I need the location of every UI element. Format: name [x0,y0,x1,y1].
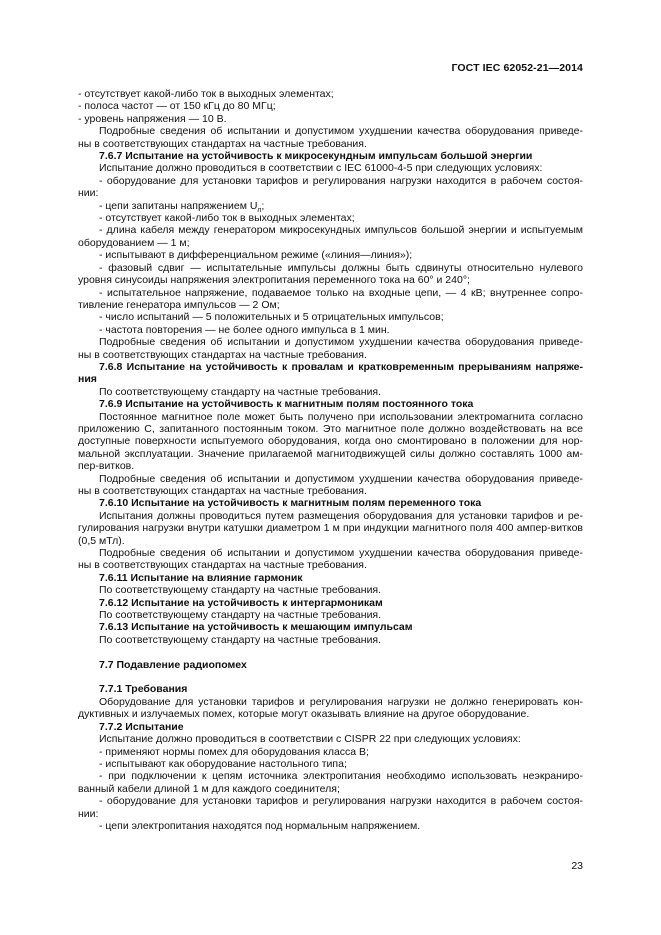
text-line [78,336,583,348]
text-line [78,187,583,199]
section-heading-line [78,721,583,733]
text-line [78,125,583,137]
line-text: Подробные сведения об испытании и допустимом ухудшении качества оборудования приведе- [99,336,583,349]
text-line [78,349,583,361]
text-line [78,634,583,646]
text-line [78,411,583,423]
section-heading-line [78,373,583,385]
line-text: - применяют нормы помех для оборудования класса В; [99,745,369,758]
page-number: 23 [571,860,583,872]
text-line [78,783,583,795]
text-line [78,100,583,112]
section-heading-line [78,659,583,671]
line-text: - отсутствует какой-либо ток в выходных элементах; [78,88,334,100]
line-text: Испытание должно проводиться в соответствии с CISPR 22 при следующих условиях: [99,733,521,746]
line-text: - испытывают как оборудование настольного типа; [99,757,347,770]
text-line [78,733,583,745]
text-line [78,175,583,187]
line-text: 7.6.10 Испытание на устойчивость к магнитным полям переменного тока [99,497,482,510]
line-text: - частота повторения — не более одного импульса в 1 мин. [99,323,390,336]
paragraph-spacer [78,671,583,683]
section-heading-line [78,597,583,609]
line-text: - оборудование для установки тарифов и регулирования нагрузки находится в рабочем состоя- [99,795,583,808]
text-line [78,485,583,497]
text-line [78,423,583,435]
line-text: 7.7.2 Испытание [99,720,184,733]
line-text: ны в соответствующих стандартах на частные требования. [78,137,367,150]
text-line [78,287,583,299]
text-line [78,820,583,832]
line-text: - цепи запитаны напряжением U [99,199,258,212]
line-text: - число испытаний — 5 положительных и 5 отрицательных импульсов; [99,311,444,324]
line-text: нии: [78,187,99,200]
line-text: гулирования нагрузки внутри катушки диаметром 1 м при индукции магнитного поля 400 ампер-витков [78,522,583,535]
text-line [78,262,583,274]
line-text: Постоянное магнитное поле может быть получено при использовании электромагнита согласно [99,410,583,423]
paragraph-spacer [78,646,583,658]
line-text: Испытание должно проводиться в соответствии с IEC 61000-4-5 при следующих условиях: [99,162,543,175]
line-text: (0,5 мТл). [78,534,125,547]
text-line [78,770,583,782]
text-line [78,274,583,286]
line-text: 7.6.12 Испытание на устойчивость к интергармоникам [99,596,383,609]
line-text: По соответствующему стандарту на частные требования. [99,385,382,398]
text-line [78,386,583,398]
line-text: По соответствующему стандарту на частные требования. [99,609,382,622]
line-text: оборудованием — 1 м; [78,236,190,249]
line-text: Подробные сведения об испытании и допустимом ухудшении качества оборудования приведе- [99,547,583,560]
line-text: - полоса частот — от 150 кГц до 80 МГц; [78,100,276,113]
line-text: 7.7 Подавление радиопомех [99,658,247,671]
text-line [78,510,583,522]
line-text: 7.6.7 Испытание на устойчивость к микросекундным импульсам большой энергии [99,150,533,163]
text-line [78,237,583,249]
text-line [78,224,583,236]
section-heading-line [78,398,583,410]
section-heading-line [78,621,583,633]
line-text: - при подключении к цепям источника электропитания необходимо использовать неэкраниро- [99,770,583,783]
section-heading-line [78,572,583,584]
line-text: ванный кабели длиной 1 м для каждого соединителя; [78,782,340,795]
text-line [78,448,583,460]
line-text: - испытательное напряжение, подаваемое только на входные цепи, — 4 кВ; внутреннее сопро- [99,286,583,299]
line-text-tail: ; [261,199,265,212]
line-text: нии: [78,807,99,820]
text-line [78,708,583,720]
line-text: - фазовый сдвиг — испытательные импульсы должны быть сдвинуты относительно нулевого [99,261,583,274]
text-line [78,522,583,534]
line-text: - оборудование для установки тарифов и регулирования нагрузки находится в рабочем состоя- [99,174,583,187]
text-line [78,299,583,311]
line-text: ны в соответствующих стандартах на частные требования. [78,348,367,361]
text-line [78,113,583,125]
text-line [78,311,583,323]
line-text: 7.6.8 Испытание на устойчивость к провалам и кратковременным прерываниям напряже- [99,360,583,373]
text-line [78,212,583,224]
line-text: По соответствующему стандарту на частные требования. [99,633,382,646]
text-line [78,609,583,621]
line-text: уровня синусоиды напряжения электропитания переменного тока на 60° и 240°; [78,274,470,287]
document-body [78,88,583,832]
line-text: дуктивных и излучаемых помех, которые могут оказывать влияние на другое оборудование. [78,708,530,721]
line-text: Подробные сведения об испытании и допустимом ухудшении качества оборудования приведе- [99,472,583,485]
line-text: 7.6.9 Испытание на устойчивость к магнитным полям постоянного тока [99,398,474,411]
section-heading-line [78,497,583,509]
line-text: доступные поверхности испытуемого оборудования, когда оно смонтировано в положении для нор- [78,435,583,448]
line-text: - испытывают в дифференциальном режиме («линия—линия»); [99,249,413,262]
text-line [78,138,583,150]
line-text: ны в соответствующих стандартах на частные требования. [78,559,367,572]
text-line [78,324,583,336]
text-line [78,547,583,559]
text-line [78,795,583,807]
section-heading-line [78,683,583,695]
text-line [78,249,583,261]
line-text: Подробные сведения об испытании и допустимом ухудшении качества оборудования приведе- [99,125,583,138]
section-heading-line [78,150,583,162]
section-heading-line [78,361,583,373]
text-line [78,162,583,174]
text-line [78,435,583,447]
text-line [78,696,583,708]
line-text: - длина кабеля между генератором микросекундных импульсов большой энергии и испытуемым [99,224,583,237]
line-text: 7.6.11 Испытание на влияние гармоник [99,571,303,584]
subscript: n [257,206,262,214]
text-line [78,200,583,212]
line-text: тивление генератора импульсов — 2 Ом; [78,298,280,311]
line-text: мальной эксплуатации. Значение прилагаемой магнитодвижущей силы должно составлять 1000 ам- [78,447,583,460]
line-text: - отсутствует какой-либо ток в выходных элементах; [99,212,355,225]
text-line [78,535,583,547]
text-line [78,584,583,596]
line-text: 7.7.1 Требования [99,683,188,696]
text-line [78,559,583,571]
line-text: ния [78,373,97,386]
text-line [78,808,583,820]
line-text: 7.6.13 Испытание на устойчивость к мешающим импульсам [99,621,413,634]
line-text: - цепи электропитания находятся под нормальным напряжением. [99,819,421,832]
line-text: приложению С, запитанного постоянным током. Это магнитное поле должно воздействовать на все [78,422,583,435]
text-line [78,473,583,485]
document-header-standard: ГОСТ IEC 62052-21—2014 [451,62,583,74]
line-text: Оборудование для установки тарифов и регулирования нагрузки не должно генерировать кон- [99,695,583,708]
text-line [78,746,583,758]
text-line [78,758,583,770]
line-text: ны в соответствующих стандартах на частные требования. [78,485,367,497]
text-line [78,88,583,100]
text-line [78,460,583,472]
line-text: пер-витков. [78,460,135,473]
line-text: По соответствующему стандарту на частные требования. [99,584,382,597]
line-text: - уровень напряжения — 10 В. [78,112,227,125]
line-text: Испытания должны проводиться путем размещения оборудования для установки тарифов и ре- [99,509,583,522]
